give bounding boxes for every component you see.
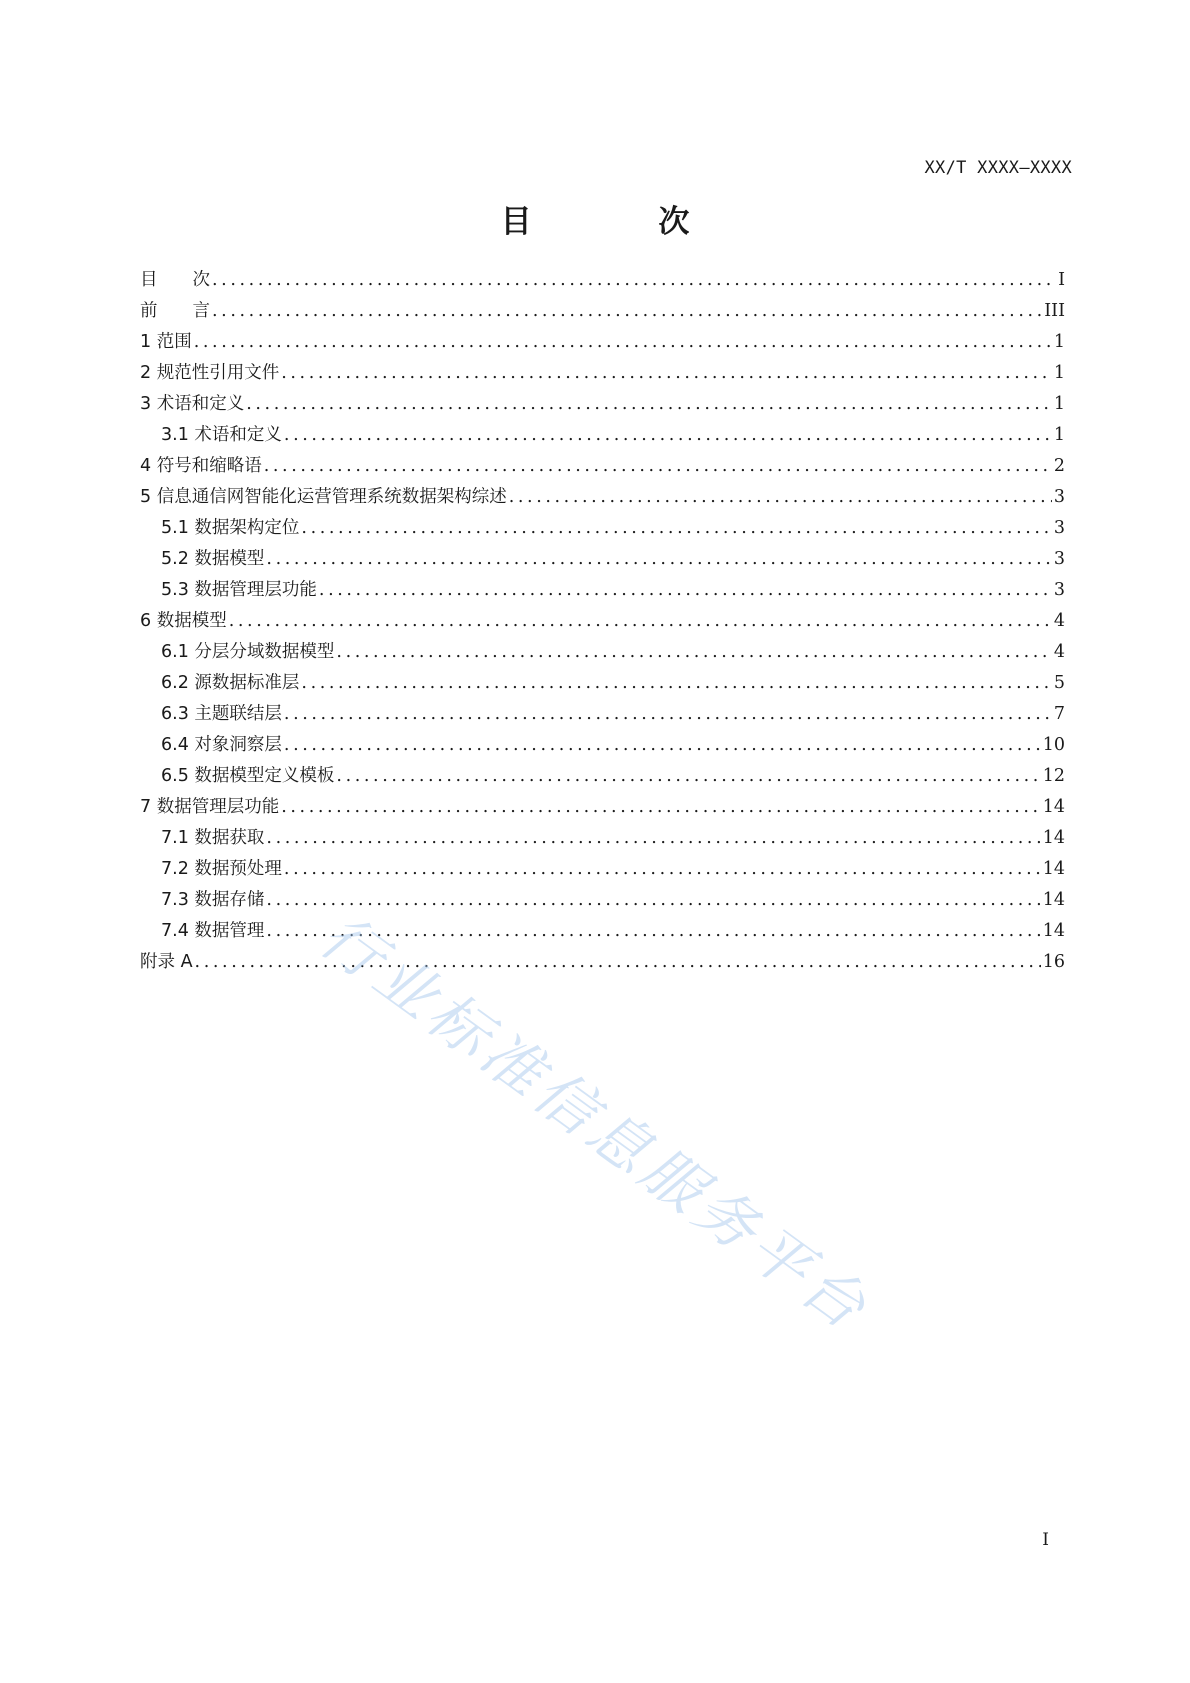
toc-dot-leader bbox=[284, 861, 1041, 879]
toc-dot-leader bbox=[301, 675, 1051, 693]
toc-entry[interactable] bbox=[140, 537, 1065, 568]
toc-entry-page: 14 bbox=[1042, 796, 1065, 817]
toc-entry-page: 2 bbox=[1053, 455, 1065, 476]
toc-dot-leader bbox=[301, 520, 1051, 538]
toc-entry-title: 5.3 数据管理层功能 bbox=[161, 579, 317, 600]
standard-number: XX/T XXXX—XXXX bbox=[924, 158, 1072, 178]
toc-entry-title: 7.3 数据存储 bbox=[161, 889, 265, 910]
toc-entry-title: 4 符号和缩略语 bbox=[140, 455, 262, 476]
toc-entry-title: 6 数据模型 bbox=[140, 610, 227, 631]
toc-entry-title: 前 言 bbox=[140, 300, 210, 321]
toc-entry-page: 5 bbox=[1053, 672, 1065, 693]
toc-entry-title: 7.2 数据预处理 bbox=[161, 858, 282, 879]
toc-entry-title: 5 信息通信网智能化运营管理系统数据架构综述 bbox=[140, 486, 507, 507]
toc-entry-page: 14 bbox=[1042, 827, 1065, 848]
toc-entry[interactable] bbox=[140, 785, 1065, 816]
toc-entry-page: 3 bbox=[1053, 548, 1065, 569]
toc-entry-page: 14 bbox=[1042, 889, 1065, 910]
toc-entry[interactable] bbox=[140, 692, 1065, 723]
toc-dot-leader bbox=[284, 737, 1041, 755]
toc-dot-leader bbox=[266, 551, 1051, 569]
toc-dot-leader bbox=[266, 892, 1040, 910]
toc-entry[interactable] bbox=[140, 475, 1065, 506]
toc-entry-title: 附录 A bbox=[140, 951, 193, 972]
toc-entry-title: 7.1 数据获取 bbox=[161, 827, 265, 848]
toc-entry-page: 4 bbox=[1053, 610, 1065, 631]
toc-dot-leader bbox=[246, 396, 1052, 414]
toc-entry-page: 1 bbox=[1053, 362, 1065, 383]
toc-entry[interactable] bbox=[140, 661, 1065, 692]
toc-entry-page: 14 bbox=[1042, 858, 1065, 879]
toc-entry-page: 3 bbox=[1053, 579, 1065, 600]
toc-entry-page: 1 bbox=[1053, 424, 1065, 445]
toc-entry[interactable] bbox=[140, 382, 1065, 413]
toc-entry-title: 6.5 数据模型定义模板 bbox=[161, 765, 335, 786]
toc-dot-leader bbox=[264, 458, 1052, 476]
toc-entry[interactable] bbox=[140, 258, 1065, 289]
toc-dot-leader bbox=[212, 272, 1056, 290]
toc-dot-leader bbox=[319, 582, 1052, 600]
toc-entry[interactable] bbox=[140, 909, 1065, 940]
toc-entry[interactable] bbox=[140, 568, 1065, 599]
toc-entry[interactable] bbox=[140, 816, 1065, 847]
toc-entry-title: 目 次 bbox=[140, 269, 210, 290]
toc-entry[interactable] bbox=[140, 289, 1065, 320]
toc-entry-page: 14 bbox=[1042, 920, 1065, 941]
toc-entry-title: 7 数据管理层功能 bbox=[140, 796, 280, 817]
toc-dot-leader bbox=[281, 365, 1052, 383]
toc-dot-leader bbox=[281, 799, 1041, 817]
toc-entry-page: 16 bbox=[1042, 951, 1065, 972]
toc-dot-leader bbox=[194, 334, 1052, 352]
toc-dot-leader bbox=[284, 706, 1052, 724]
toc-dot-leader bbox=[284, 427, 1052, 445]
toc-entry-title: 3 术语和定义 bbox=[140, 393, 245, 414]
toc-entry-title: 6.2 源数据标准层 bbox=[161, 672, 300, 693]
toc-entry-page: 4 bbox=[1053, 641, 1065, 662]
watermark: 行业标准信息服务平台 bbox=[307, 901, 883, 1346]
toc-entry[interactable] bbox=[140, 320, 1065, 351]
toc-entry-title: 5.1 数据架构定位 bbox=[161, 517, 300, 538]
toc-entry-page: 1 bbox=[1053, 393, 1065, 414]
toc-entry[interactable] bbox=[140, 847, 1065, 878]
toc-entry[interactable] bbox=[140, 351, 1065, 382]
toc-entry[interactable] bbox=[140, 723, 1065, 754]
page-number: I bbox=[1042, 1530, 1049, 1550]
toc-entry-title: 5.2 数据模型 bbox=[161, 548, 265, 569]
toc-dot-leader bbox=[509, 489, 1052, 507]
toc-entry-page: 3 bbox=[1053, 517, 1065, 538]
toc-entry[interactable] bbox=[140, 754, 1065, 785]
toc-entry[interactable] bbox=[140, 599, 1065, 630]
toc-entry[interactable] bbox=[140, 444, 1065, 475]
toc-dot-leader bbox=[229, 613, 1052, 631]
toc-entry-page: 10 bbox=[1042, 734, 1065, 755]
page-title: 目 次 bbox=[500, 204, 748, 240]
toc-entry-page: III bbox=[1044, 300, 1065, 321]
toc-entry-page: I bbox=[1058, 269, 1065, 290]
toc-dot-leader bbox=[266, 830, 1040, 848]
toc-entry[interactable] bbox=[140, 630, 1065, 661]
toc-entry[interactable] bbox=[140, 878, 1065, 909]
toc-entry-title: 2 规范性引用文件 bbox=[140, 362, 280, 383]
toc-dot-leader bbox=[212, 303, 1042, 321]
toc-entry-page: 1 bbox=[1053, 331, 1065, 352]
toc-dot-leader bbox=[266, 923, 1040, 941]
toc-dot-leader bbox=[195, 954, 1041, 972]
toc-entry[interactable] bbox=[140, 940, 1065, 971]
toc-entry[interactable] bbox=[140, 506, 1065, 537]
toc-entry-title: 7.4 数据管理 bbox=[161, 920, 265, 941]
toc-entry[interactable] bbox=[140, 413, 1065, 444]
toc-entry-page: 7 bbox=[1053, 703, 1065, 724]
toc-dot-leader bbox=[336, 768, 1040, 786]
table-of-contents bbox=[140, 258, 1065, 971]
toc-entry-title: 6.1 分层分域数据模型 bbox=[161, 641, 335, 662]
toc-entry-title: 1 范围 bbox=[140, 331, 192, 352]
toc-entry-title: 6.3 主题联结层 bbox=[161, 703, 282, 724]
toc-entry-page: 3 bbox=[1053, 486, 1065, 507]
toc-entry-title: 3.1 术语和定义 bbox=[161, 424, 282, 445]
toc-entry-title: 6.4 对象洞察层 bbox=[161, 734, 282, 755]
toc-entry-page: 12 bbox=[1042, 765, 1065, 786]
toc-dot-leader bbox=[336, 644, 1051, 662]
